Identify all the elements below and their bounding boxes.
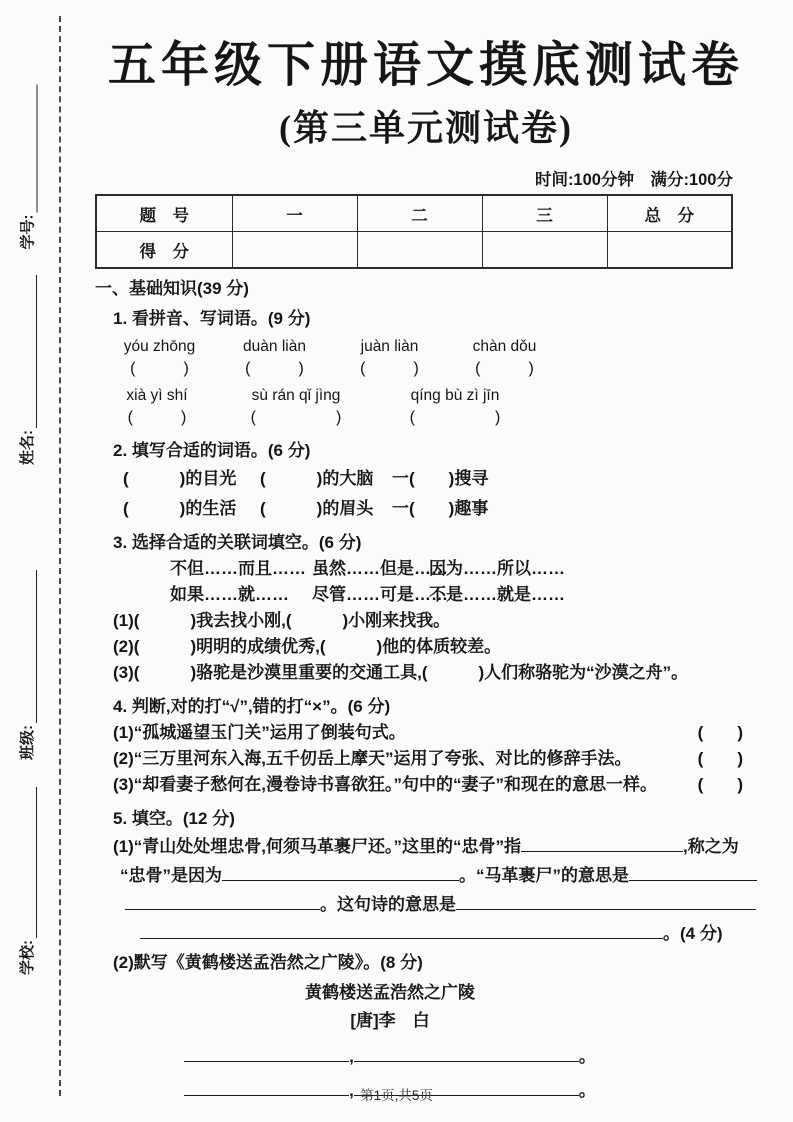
question-4-title: 4. 判断,对的打“√”,错的打“×”。(6 分) (113, 697, 391, 716)
page-subtitle: (第三单元测试卷) (279, 108, 573, 148)
score-cell (357, 232, 482, 269)
score-header-cell: 总 分 (607, 195, 732, 232)
pinyin-answer-blank: ( ) (409, 409, 501, 426)
text-segment: “忠骨”是因为 (120, 866, 222, 885)
poem-line (95, 1046, 685, 1068)
pinyin-word: yóu zhōng (123, 338, 196, 355)
poem-title: 黄鹤楼送孟浩然之广陵 (305, 983, 475, 1002)
seal-dashed-line (59, 16, 61, 1096)
poem-period: 。 (578, 1081, 596, 1100)
question-item: (3)“却看妻子愁何在,漫卷诗书喜欲狂。”句中的“妻子”和现在的意思一样。 (113, 775, 657, 794)
word-bank-row-2 (95, 582, 757, 608)
page-footer: 第1页,共5页 (360, 1088, 433, 1103)
pinyin-answer-blank: ( ) (360, 360, 419, 377)
fill-blank-line (354, 1048, 579, 1062)
margin-field-school (15, 787, 37, 975)
student-id-write-line (22, 85, 38, 213)
pinyin-item (385, 386, 525, 430)
fill-blank-line (456, 896, 756, 910)
word-fill-item: ( )的眉头 (260, 499, 374, 518)
conjunction-option: 不但……而且…… (170, 559, 306, 578)
score-header-cell: 三 (482, 195, 607, 232)
pinyin-word: sù rán qǐ jìng (251, 387, 341, 404)
pinyin-word: chàn dǒu (472, 338, 537, 355)
conjunction-option: 不是……就是…… (429, 585, 565, 604)
name-label: 姓名: (19, 430, 36, 465)
poem-comma: , (349, 1047, 354, 1066)
pinyin-item (337, 337, 442, 381)
class-label: 班级: (19, 725, 36, 760)
pinyin-answer-blank: ( ) (250, 409, 342, 426)
question-item: (3)( )骆驼是沙漠里重要的交通工具,( )人们称骆驼为“沙漠之舟”。 (113, 663, 689, 682)
word-fill-item: ( )的生活 (123, 499, 237, 518)
question-5-2-title: (2)默写《黄鹤楼送孟浩然之广陵》。(8 分) (113, 953, 423, 972)
question-1-title: 1. 看拼音、写词语。(9 分) (113, 309, 311, 328)
fill-line (120, 861, 757, 890)
judge-item-row (113, 746, 757, 772)
margin-field-name (15, 275, 37, 465)
score-header-cell: 题 号 (96, 195, 232, 232)
pinyin-row-1 (95, 337, 757, 381)
question-item: (1)( )我去找小刚,( )小刚来找我。 (113, 611, 451, 630)
fill-line (125, 890, 757, 919)
pinyin-item (222, 337, 327, 381)
question-3-title: 3. 选择合适的关联词填空。(6 分) (113, 533, 362, 552)
word-fill-item: 一( )搜寻 (392, 469, 489, 488)
word-fill-row-1 (95, 464, 757, 494)
school-write-line (21, 787, 37, 938)
text-segment: ,称之为 (683, 837, 739, 856)
paper-body (95, 276, 757, 1102)
pinyin-item (452, 337, 557, 381)
pinyin-answer-blank: ( ) (245, 360, 304, 377)
judge-answer-blank: ( ) (697, 723, 743, 742)
pinyin-item (107, 386, 207, 430)
conjunction-option: 如果……就…… (170, 585, 289, 604)
pinyin-word: xià yì shí (126, 387, 188, 404)
name-write-line (21, 275, 37, 428)
judge-item-row (113, 720, 757, 746)
pinyin-answer-blank: ( ) (475, 360, 534, 377)
fill-blank-line (184, 1048, 349, 1062)
poem-author: [唐]李 白 (350, 1011, 430, 1030)
section-heading: 一、基础知识(39 分) (95, 279, 249, 298)
fill-line (113, 832, 757, 861)
judge-answer-blank: ( ) (697, 775, 743, 794)
text-segment: 。(4 分) (663, 924, 723, 943)
pinyin-row-2 (95, 386, 757, 430)
judge-answer-blank: ( ) (697, 749, 743, 768)
score-header-cell: 一 (232, 195, 357, 232)
score-table-score-row (96, 232, 732, 269)
margin-field-student-id (16, 85, 38, 250)
margin-field-class (15, 570, 37, 760)
conjunction-option: 因为……所以…… (429, 559, 565, 578)
question-item: (1)“孤城遥望玉门关”运用了倒装句式。 (113, 723, 406, 742)
fill-blank-line (125, 896, 320, 910)
word-fill-item: ( )的目光 (123, 469, 237, 488)
pinyin-answer-blank: ( ) (130, 360, 189, 377)
question-2-title: 2. 填写合适的词语。(6 分) (113, 441, 311, 460)
pinyin-item (107, 337, 212, 381)
score-table (95, 194, 733, 269)
score-cell (232, 232, 357, 269)
poem-comma: , (349, 1081, 354, 1100)
score-row-label: 得 分 (96, 232, 232, 269)
school-label: 学校: (19, 940, 36, 975)
word-fill-row-2 (95, 494, 757, 524)
pinyin-item (221, 386, 371, 430)
text-segment: 。这句诗的意思是 (320, 895, 456, 914)
judge-item-row (113, 772, 757, 798)
conjunction-option: 虽然……但是…… (312, 559, 448, 578)
text-segment: 。“马革裹尸”的意思是 (459, 866, 629, 885)
fill-blank-line (140, 925, 663, 939)
word-bank-row-1 (95, 556, 757, 582)
exam-meta: 时间:100分钟 满分:100分 (534, 171, 733, 189)
text-segment: (1)“青山处处埋忠骨,何须马革裹尸还。”这里的“忠骨”指 (113, 837, 521, 856)
class-write-line (21, 570, 37, 723)
student-id-label: 学号: (19, 214, 37, 250)
page-title: 五年级下册语文摸底测试卷 (107, 39, 744, 92)
pinyin-word: duàn liàn (243, 338, 306, 355)
fill-blank-line (629, 867, 757, 881)
pinyin-answer-blank: ( ) (127, 409, 187, 426)
fill-blank-line (222, 867, 459, 881)
pinyin-word: qíng bù zì jīn (410, 387, 500, 404)
conjunction-option: 尽管……可是…… (312, 585, 448, 604)
fill-blank-line (521, 838, 683, 852)
question-item: (2)“三万里河东入海,五千仞岳上摩天”运用了夸张、对比的修辞手法。 (113, 749, 632, 768)
word-fill-item: ( )的大脑 (260, 469, 374, 488)
score-header-cell: 二 (357, 195, 482, 232)
question-5-title: 5. 填空。(12 分) (113, 809, 235, 828)
question-item: (2)( )明明的成绩优秀,( )他的体质较差。 (113, 637, 502, 656)
word-fill-item: 一( )趣事 (392, 499, 489, 518)
poem-period: 。 (578, 1047, 596, 1066)
score-cell (607, 232, 732, 269)
fill-line (140, 919, 757, 948)
pinyin-word: juàn liàn (360, 338, 419, 355)
score-cell (482, 232, 607, 269)
score-table-header-row (96, 195, 732, 232)
